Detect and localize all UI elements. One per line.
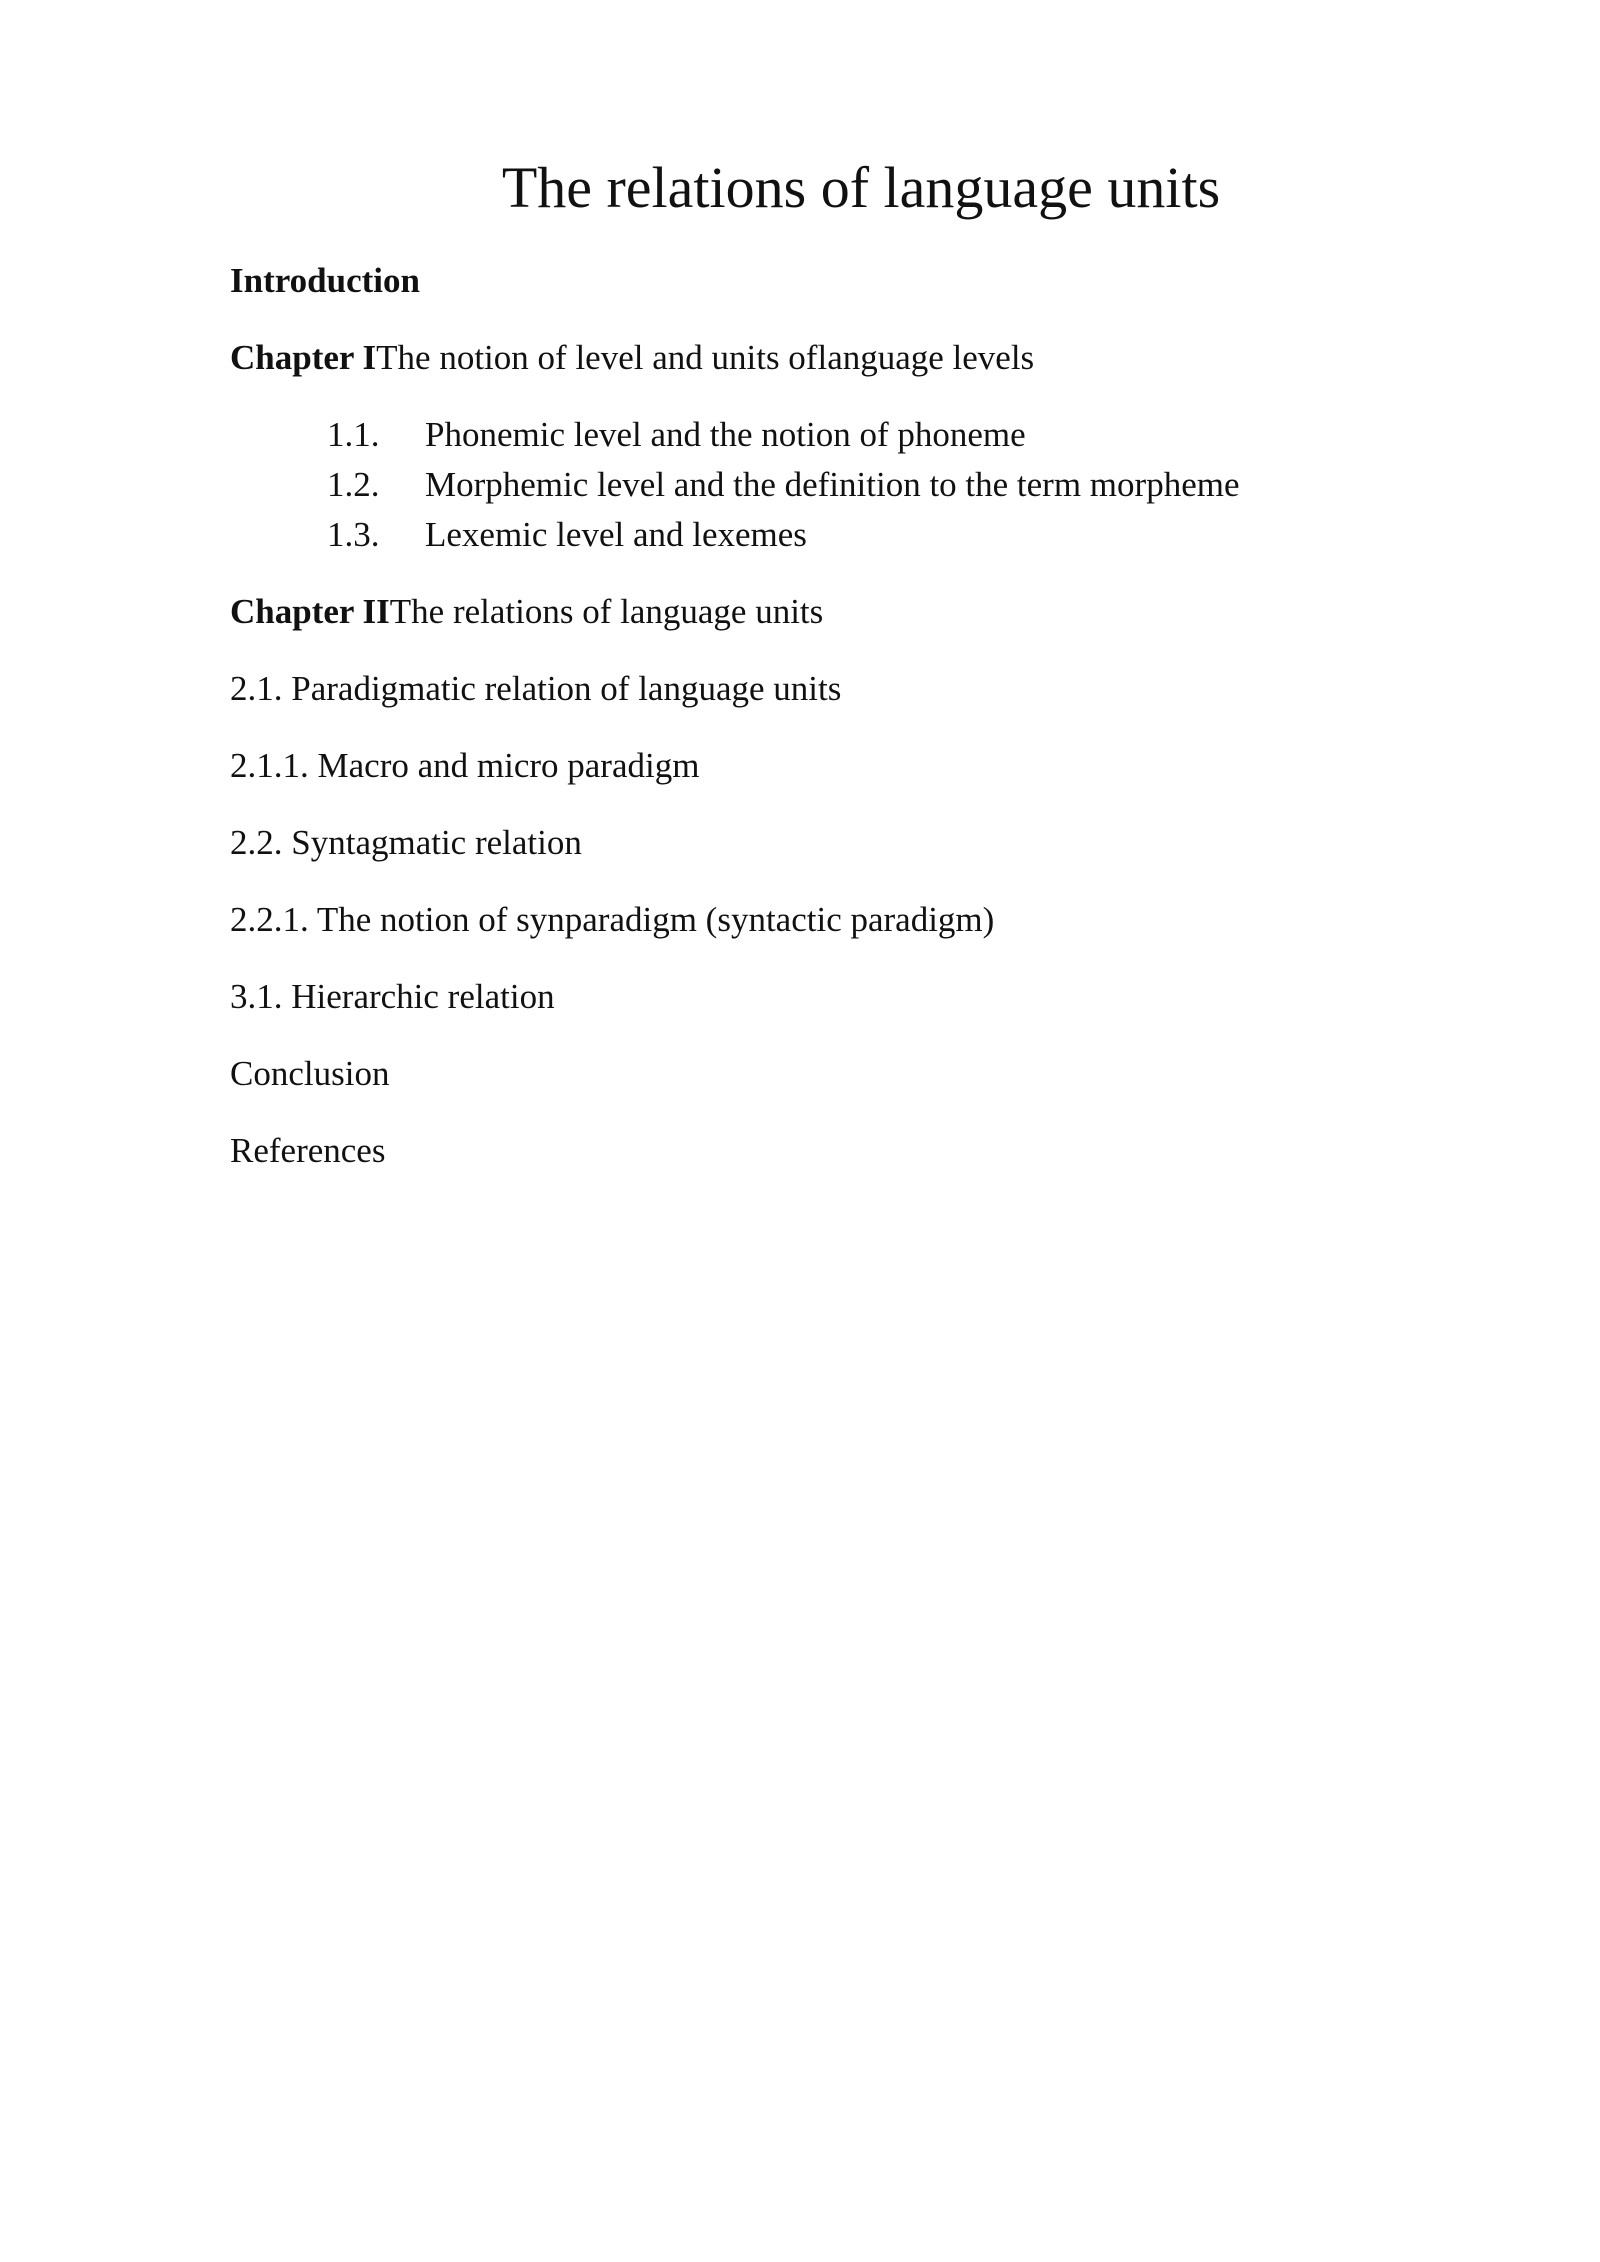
item-number: 1.2. bbox=[327, 465, 380, 504]
chapter-1-title: The notion of level and units oflanguage levels bbox=[376, 338, 1035, 377]
toc-section-3-1: 3.1. Hierarchic relation bbox=[230, 977, 555, 1016]
toc-item-1-1 bbox=[327, 413, 1026, 457]
toc-item-1-3 bbox=[327, 513, 807, 557]
toc-section-2-2-1: 2.2.1. The notion of synparadigm (syntactic paradigm) bbox=[230, 900, 995, 939]
toc-introduction bbox=[230, 259, 420, 303]
item-text: Lexemic level and lexemes bbox=[425, 515, 807, 554]
item-number: 1.3. bbox=[327, 515, 380, 554]
introduction-label: Introduction bbox=[230, 261, 420, 300]
item-text: Phonemic level and the notion of phoneme bbox=[425, 415, 1026, 454]
toc-references: References bbox=[230, 1131, 386, 1170]
chapter-2-title: The relations of language units bbox=[389, 592, 824, 631]
toc-chapter-1 bbox=[230, 336, 1034, 380]
toc-conclusion: Conclusion bbox=[230, 1054, 390, 1093]
toc-section-2-2: 2.2. Syntagmatic relation bbox=[230, 823, 582, 862]
toc-chapter-2 bbox=[230, 590, 823, 634]
chapter-1-label: Chapter I bbox=[230, 338, 377, 377]
page-title: The relations of language units bbox=[501, 155, 1221, 220]
chapter-2-label: Chapter II bbox=[230, 592, 390, 631]
item-text: Morphemic level and the definition to the term morpheme bbox=[425, 465, 1240, 504]
toc-section-2-1-1: 2.1.1. Macro and micro paradigm bbox=[230, 746, 700, 785]
item-number: 1.1. bbox=[327, 415, 380, 454]
toc-section-2-1: 2.1. Paradigmatic relation of language units bbox=[230, 669, 842, 708]
toc-item-1-2 bbox=[327, 463, 1240, 507]
